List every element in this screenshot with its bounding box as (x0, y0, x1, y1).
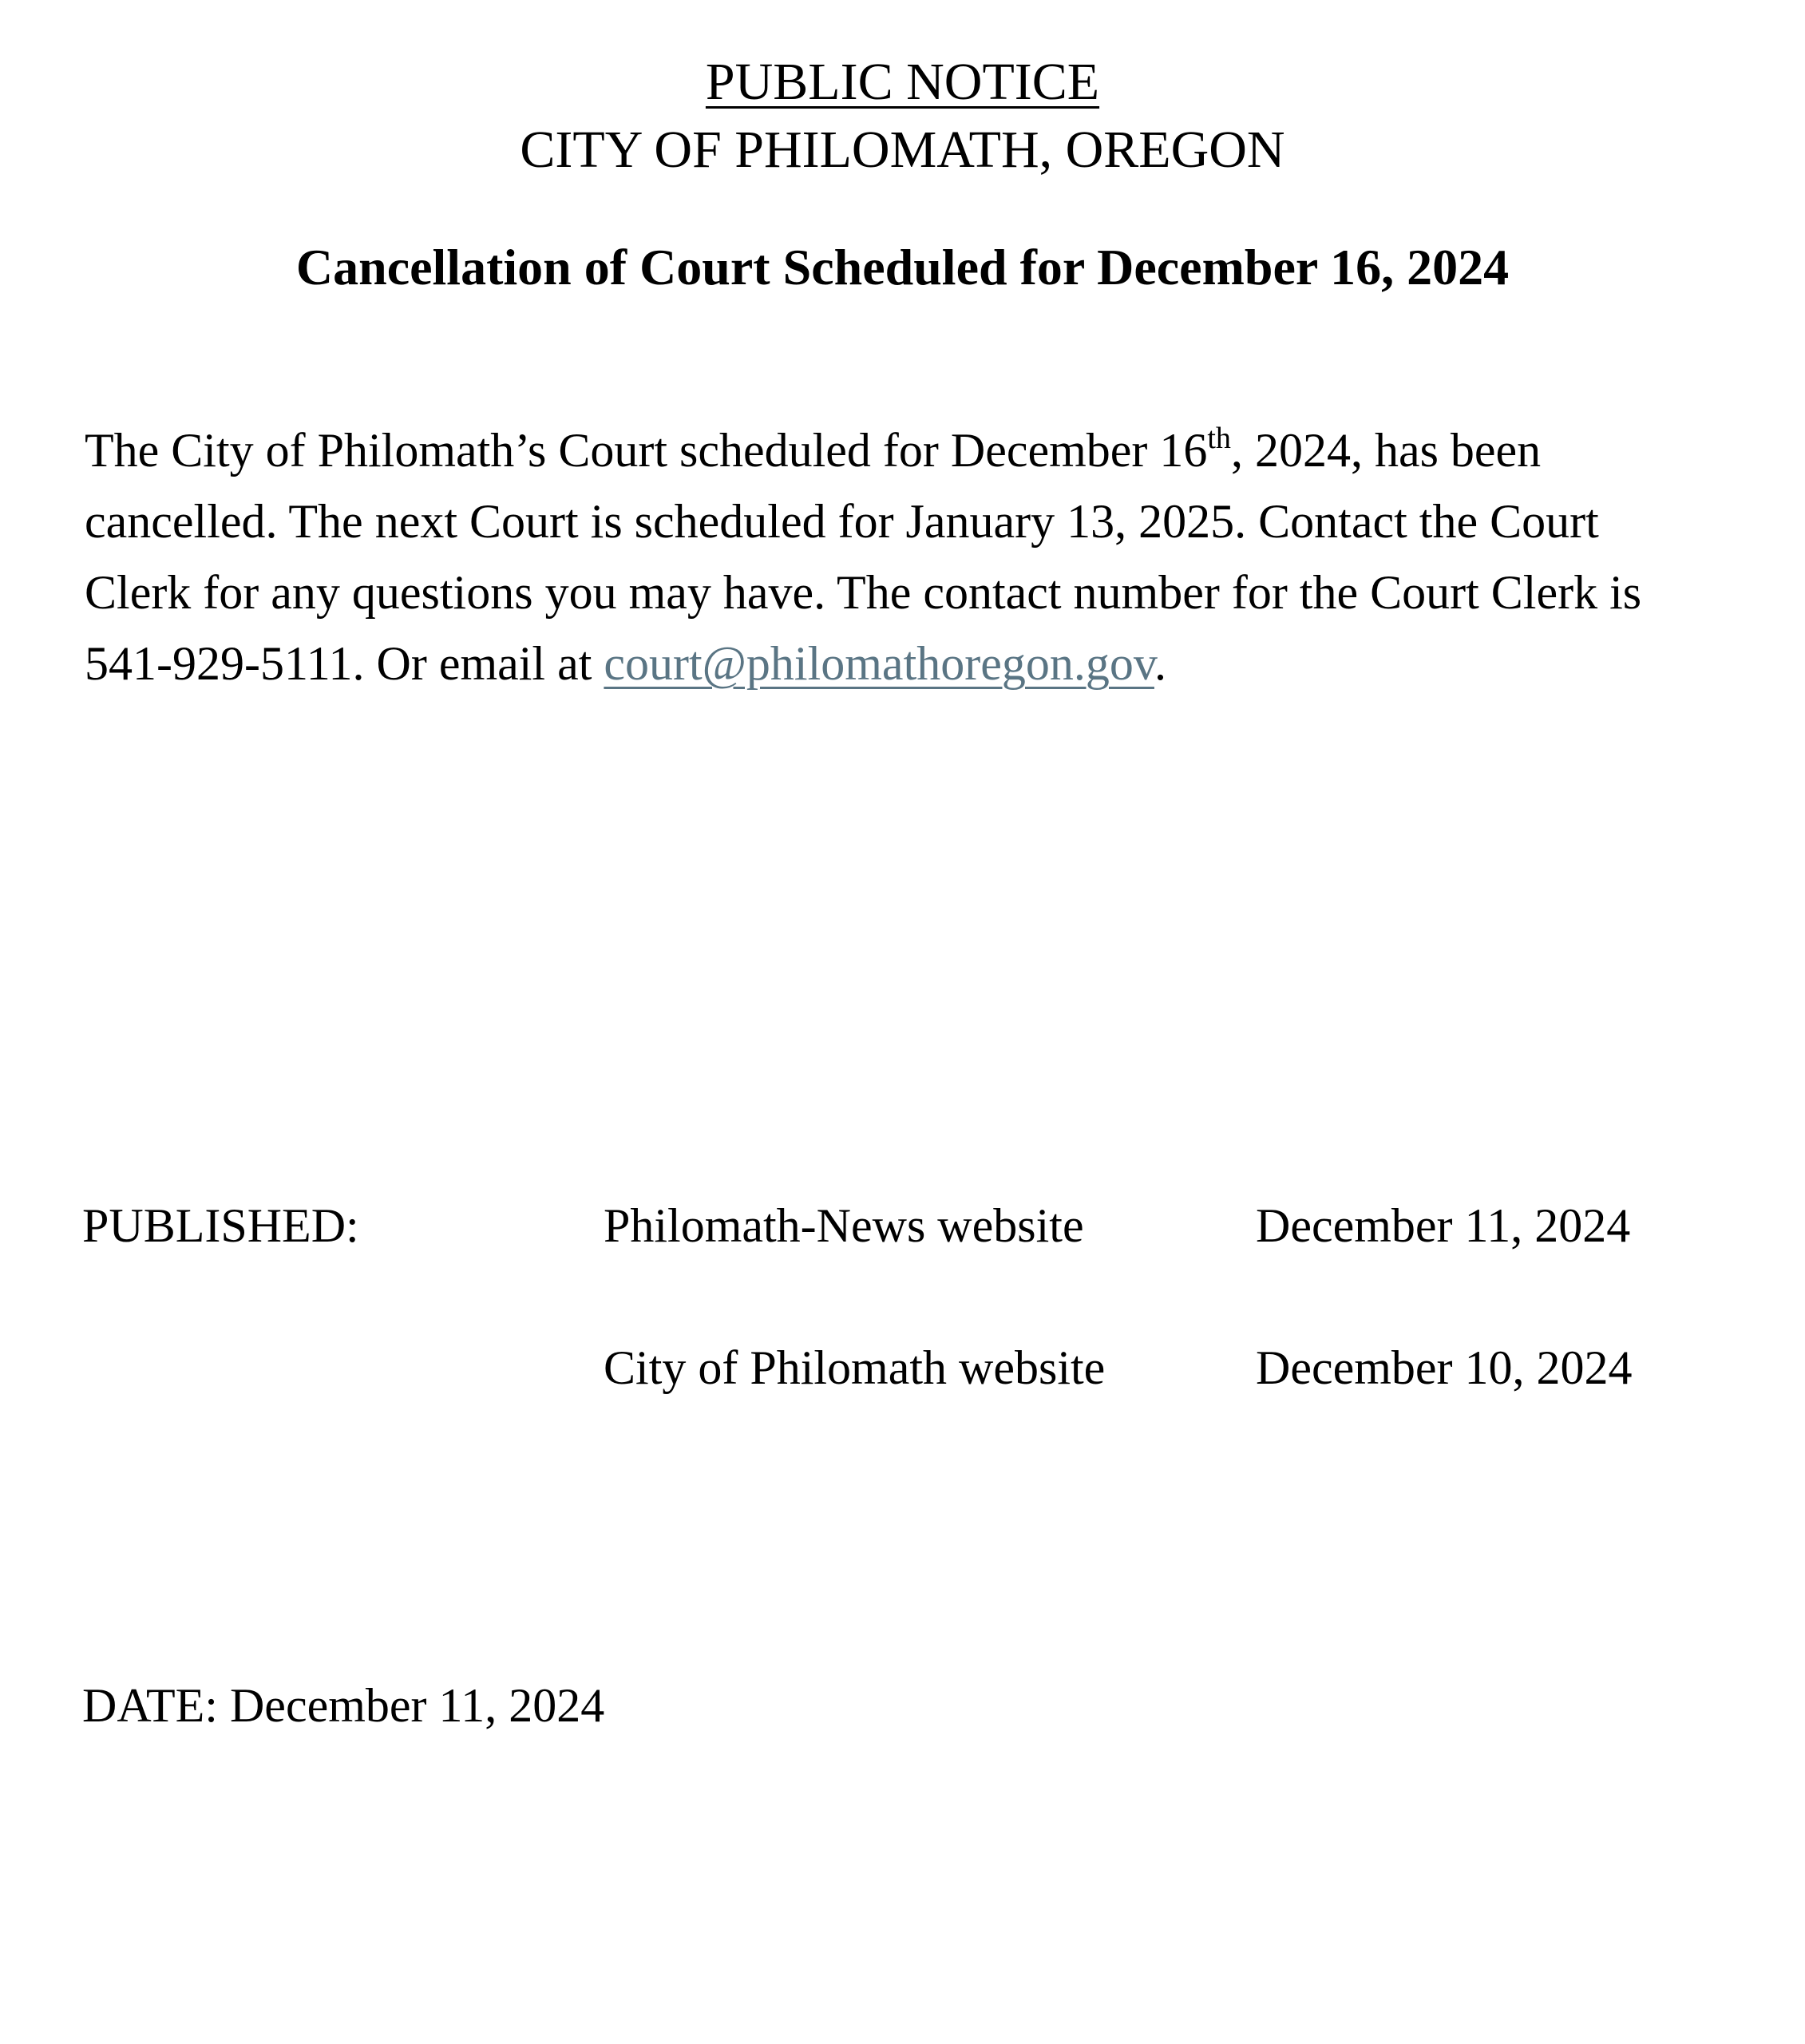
body-line-1-end: , 2024, has been (1230, 424, 1542, 477)
published-outlet-1: Philomath-News website (604, 1199, 1084, 1252)
court-email-link[interactable]: court@philomathoregon.gov (604, 637, 1154, 690)
date-line: DATE: December 11, 2024 (82, 1679, 605, 1732)
published-date-1: December 11, 2024 (1256, 1199, 1631, 1252)
body-line-1 (85, 415, 1777, 486)
published-label: PUBLISHED: (82, 1199, 359, 1252)
body-line-3: Clerk for any questions you may have. The contact number for the Court Clerk is (85, 566, 1642, 619)
published-outlet-2: City of Philomath website (604, 1341, 1106, 1394)
body-line-4-text: 541-929-5111. Or email at (85, 637, 604, 690)
body-line-4 (85, 628, 1777, 699)
published-date-2: December 10, 2024 (1256, 1341, 1633, 1394)
notice-title: Cancellation of Court Scheduled for December 16, 2024 (295, 239, 1510, 295)
notice-body (85, 415, 1777, 699)
notice-label: PUBLIC NOTICE (705, 53, 1100, 111)
city-name: CITY OF PHILOMATH, OREGON (520, 121, 1285, 179)
ordinal-suffix: th (1207, 422, 1231, 455)
body-line-1-text: The City of Philomath’s Court scheduled for December 16 (85, 424, 1208, 477)
body-line-2: cancelled. The next Court is scheduled for January 13, 2025. Contact the Court (85, 495, 1599, 548)
body-line-4-end: . (1154, 637, 1166, 690)
